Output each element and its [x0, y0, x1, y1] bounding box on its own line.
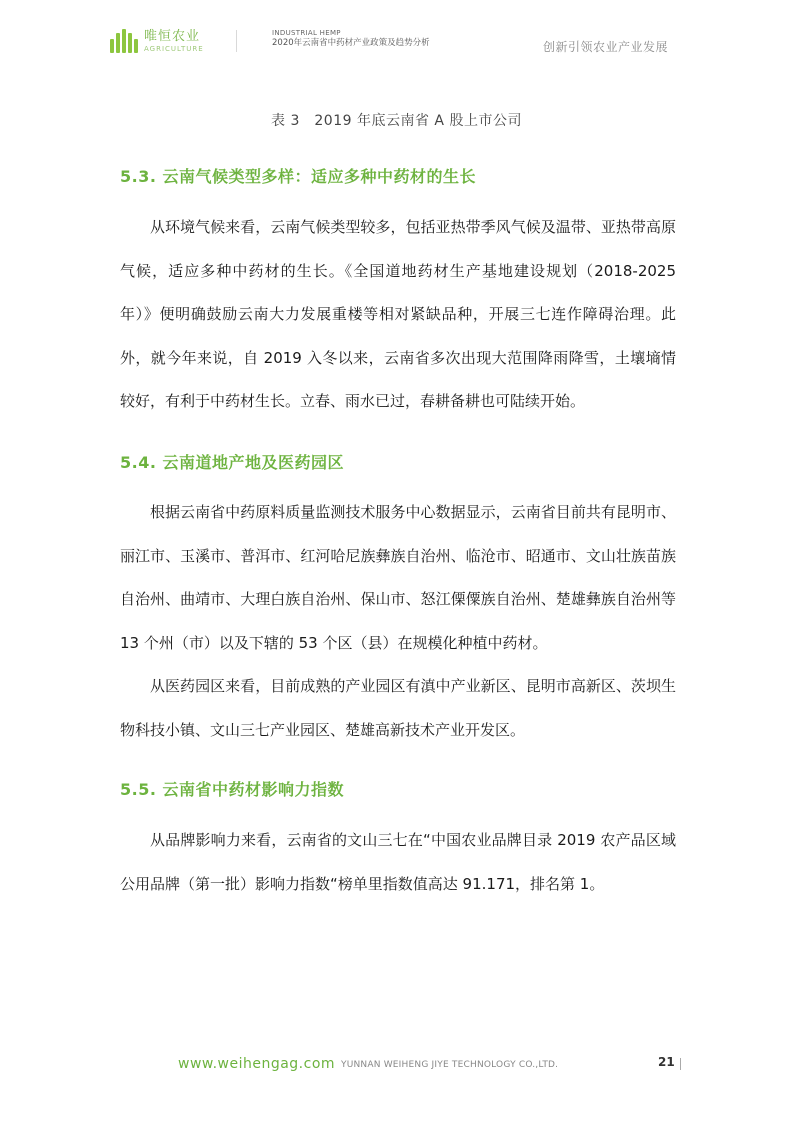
- report-title-block: [272, 29, 430, 48]
- section-title-5-4: 5.4. 云南道地产地及医药园区: [120, 453, 344, 472]
- section-title-5-3: 5.3. 云南气候类型多样：适应多种中药材的生长: [120, 167, 476, 186]
- section-title-5-5: 5.5. 云南省中药材影响力指数: [120, 780, 344, 799]
- company-logo: [110, 27, 204, 55]
- logo-name-en: AGRICULTURE: [144, 44, 204, 53]
- header-slogan: 创新引领农业产业发展: [542, 40, 668, 54]
- paragraph-5-4-b: 从医药园区来看，目前成熟的产业园区有滇中产业新区、昆明市高新区、茨坝生物科技小镇、文山三七产业园区、楚雄高新技术产业开发区。: [120, 677, 676, 739]
- footer-website: www.weihengag.com: [178, 1056, 336, 1072]
- table-caption: 表 3 2019 年底云南省 A 股上市公司: [271, 113, 522, 129]
- page-header: [0, 0, 793, 70]
- page-number: 21: [658, 1055, 675, 1069]
- paragraph-5-5: 从品牌影响力来看，云南省的文山三七在“中国农业品牌目录 2019 农产品区域公用品牌（第一批）影响力指数“榜单里指数值高达 91.171，排名第 1。: [120, 831, 676, 893]
- logo-name-cn: 唯恒农业: [144, 28, 201, 44]
- paragraph-5-3: 从环境气候来看，云南气候类型较多，包括亚热带季风气候及温带、亚热带高原气候，适应多种中药材的生长。《全国道地药材生产基地建设规划（2018-2025 年）》便明确鼓励云南大力发展重楼等相对紧缺品种，开展三七连作障碍治理。此外，就今年来说，自 2019 入冬以来，云南省多次出现大范围降雨降雪，土壤墒情较好，有利于中药材生长。立春、雨水已过，春耕备耕也可陆续开始。: [120, 218, 676, 410]
- paragraph-5-4-a: 根据云南省中药原料质量监测技术服务中心数据显示，云南省目前共有昆明市、丽江市、玉溪市、普洱市、红河哈尼族彝族自治州、临沧市、昭通市、文山壮族苗族自治州、曲靖市、大理白族自治州、保山市、怒江傈僳族自治州、楚雄彝族自治州等 13 个州（市）以及下辖的 53 个区（县）在规模化种植中药材。: [120, 503, 676, 652]
- footer-company-name: YUNNAN WEIHENG JIYE TECHNOLOGY CO.,LTD.: [341, 1060, 559, 1070]
- page-number-divider: [680, 1058, 681, 1070]
- header-divider: [236, 30, 237, 52]
- report-title-cn: 2020年云南省中药材产业政策及趋势分析: [272, 37, 430, 48]
- leaf-logo-icon: [110, 29, 138, 53]
- report-title-en: INDUSTRIAL HEMP: [272, 29, 341, 37]
- page-footer: [0, 1050, 793, 1080]
